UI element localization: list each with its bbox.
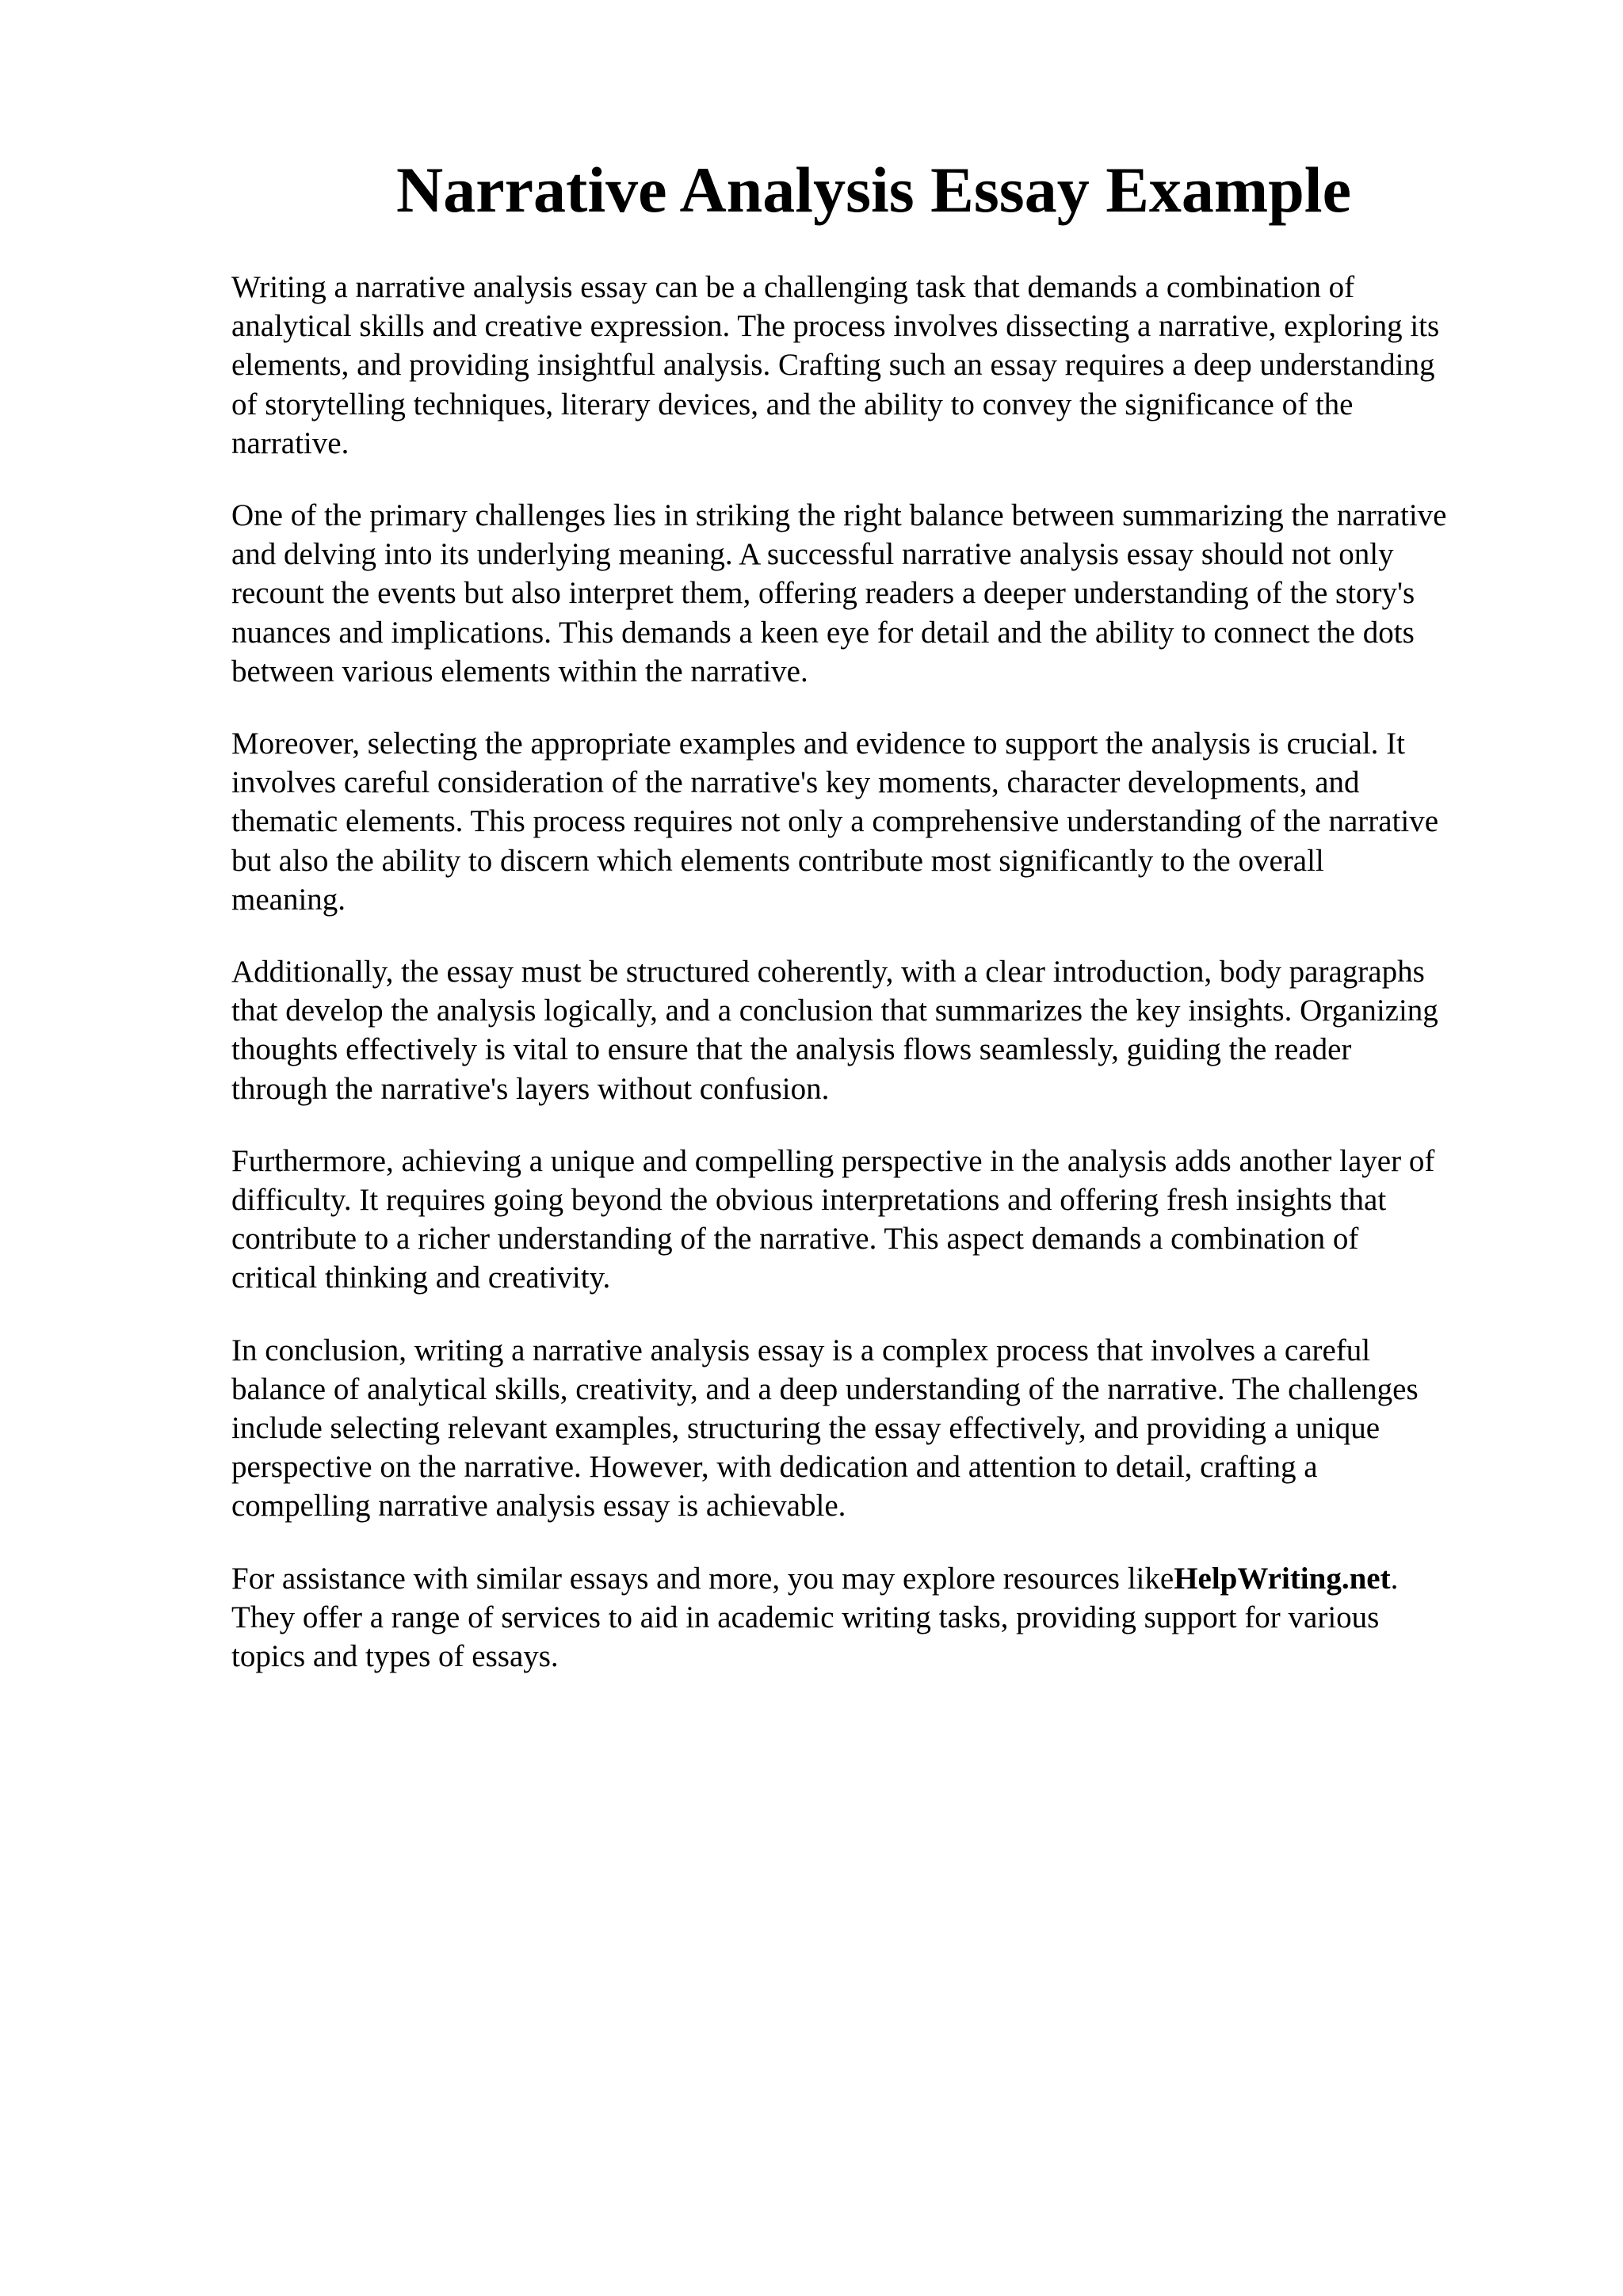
paragraph-line: elements, and providing insightful analysis. Crafting such an essay requires a deep understanding <box>231 348 1435 383</box>
paragraph-line: recount the events but also interpret them, offering readers a deeper understanding of the story's <box>231 576 1415 611</box>
paragraph-line: that develop the analysis logically, and a conclusion that summarizes the key insights. Organizing <box>231 994 1438 1028</box>
paragraph-line: One of the primary challenges lies in striking the right balance between summarizing the narrative <box>231 498 1447 533</box>
paragraph-line: Furthermore, achieving a unique and compelling perspective in the analysis adds another layer of <box>231 1143 1435 1178</box>
paragraph-line: balance of analytical skills, creativity, and a deep understanding of the narrative. The challenges <box>231 1371 1419 1406</box>
paragraph-line: topics and types of essays. <box>231 1639 559 1674</box>
paragraph-4 <box>231 952 1531 1108</box>
paragraph-1 <box>231 268 1531 463</box>
paragraph-line: analytical skills and creative expression. The process involves dissecting a narrative, exploring its <box>231 309 1440 344</box>
document-title: Narrative Analysis Essay Example <box>396 154 1351 226</box>
paragraph-line: narrative. <box>231 425 349 460</box>
paragraph-5 <box>231 1142 1531 1298</box>
paragraph-line: critical thinking and creativity. <box>231 1261 611 1295</box>
resource-intro-text: For assistance with similar essays and more, you may explore resources like <box>231 1561 1174 1596</box>
paragraph-line: compelling narrative analysis essay is achievable. <box>231 1489 846 1524</box>
paragraph-line: contribute to a richer understanding of the narrative. This aspect demands a combination of <box>231 1222 1359 1257</box>
paragraph-line: thoughts effectively is vital to ensure that the analysis flows seamlessly, guiding the reader <box>231 1032 1352 1067</box>
paragraph-7 <box>231 1559 1531 1676</box>
paragraph-line: Additionally, the essay must be structured coherently, with a clear introduction, body paragraphs <box>231 955 1425 990</box>
paragraph-line: of storytelling techniques, literary devices, and the ability to convey the significance of the <box>231 387 1354 421</box>
paragraph-line: through the narrative's layers without confusion. <box>231 1071 830 1106</box>
paragraph-line: meaning. <box>231 882 346 917</box>
helpwriting-link[interactable]: HelpWriting.net <box>1174 1561 1391 1596</box>
paragraph-line: involves careful consideration of the narrative's key moments, character developments, and <box>231 765 1360 800</box>
paragraph-line: They offer a range of services to aid in academic writing tasks, providing support for various <box>231 1600 1380 1634</box>
paragraph-line: include selecting relevant examples, structuring the essay effectively, and providing a unique <box>231 1411 1381 1446</box>
paragraph-line: Moreover, selecting the appropriate examples and evidence to support the analysis is crucial. It <box>231 727 1406 761</box>
paragraph-line: thematic elements. This process requires not only a comprehensive understanding of the narrative <box>231 804 1439 839</box>
resource-intro-period: . <box>1390 1561 1399 1596</box>
paragraph-line: and delving into its underlying meaning. A successful narrative analysis essay should not only <box>231 537 1394 572</box>
paragraph-line: but also the ability to discern which elements contribute most significantly to the overall <box>231 843 1324 878</box>
paragraph-line: In conclusion, writing a narrative analysis essay is a complex process that involves a careful <box>231 1333 1371 1367</box>
paragraph-line: between various elements within the narrative. <box>231 654 808 688</box>
paragraph-line: nuances and implications. This demands a keen eye for detail and the ability to connect the dots <box>231 615 1415 650</box>
paragraph-line: perspective on the narrative. However, with dedication and attention to detail, crafting a <box>231 1450 1318 1485</box>
document-body <box>231 268 1531 1709</box>
paragraph-6 <box>231 1331 1531 1526</box>
paragraph-2 <box>231 496 1531 691</box>
paragraph-line: difficulty. It requires going beyond the obvious interpretations and offering fresh insights that <box>231 1183 1387 1218</box>
paragraph-line: Writing a narrative analysis essay can be a challenging task that demands a combination of <box>231 270 1355 304</box>
paragraph-3 <box>231 724 1531 919</box>
paragraph-line <box>231 1559 1531 1598</box>
